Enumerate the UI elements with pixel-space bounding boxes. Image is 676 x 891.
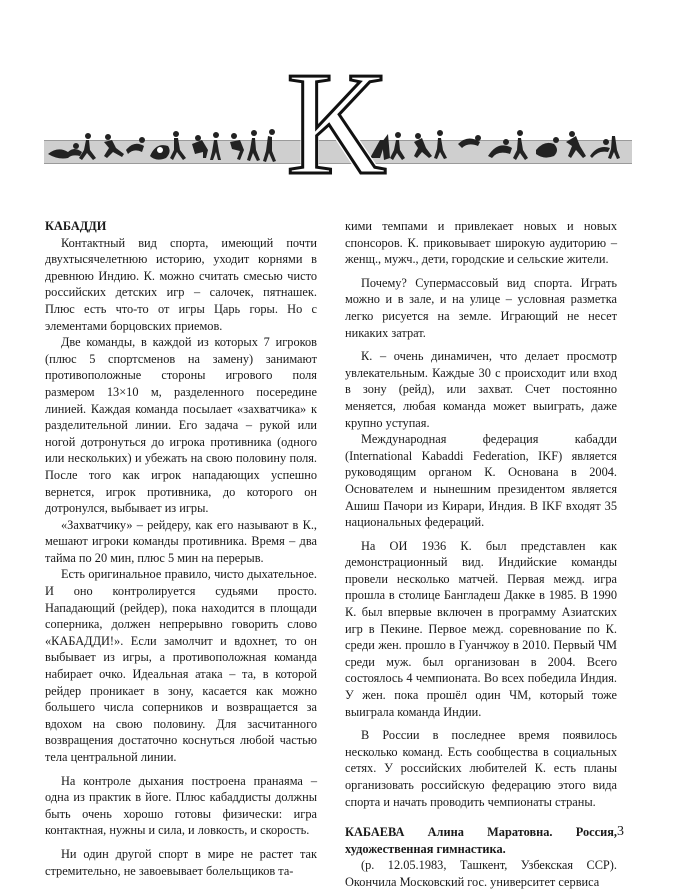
paragraph: На контроле дыхания построена пранаяма – одна из практик в йоге. Плюс кабаддисты должны быть очень хорошо готовы физически: игра контактная, нужны и сила, и ловкость, и скорость.: [45, 773, 317, 838]
page-number: 3: [617, 824, 624, 839]
paragraph: «Захватчику» – рейдеру, как его называют в К., мешают игроки команды противника. Время – два тайма по 20 мин, плюс 5 мин на перерыв.: [45, 517, 317, 565]
chapter-letter: К: [286, 42, 385, 206]
paragraph: (р. 12.05.1983, Ташкент, Узбекская ССР). Окончила Московский гос. университет сервиса: [345, 858, 617, 889]
paragraph: Две команды, в каждой из которых 7 игроков (плюс 5 спортсменов на замену) занимают противоположные стороны игрового поля размером 13×10 м, разделенного посередине линией. Каждая команда посылает «захватчика» к разделительной линии. Его задача – рукой или ногой дотронуться до игрока противника (одного или нескольких) и убежать на свою половину поля. После того как игрок нападающих успешно вернется, игрок противника, до которого он дотронулся, выбывает из игры.: [45, 335, 317, 516]
sport-silhouettes-left-icon: [46, 128, 282, 168]
paragraph: Контактный вид спорта, имеющий почти двухтысячелетнюю историю, уходит корнями в древнюю Индию. К. можно считать смесью чисто российских детских игр – салочек, пятнашек. Плюс есть что-то от игры Царь горы. Но с элементами борцовских приемов.: [45, 235, 317, 333]
paragraph: К. – очень динамичен, что делает просмотр увлекательным. Каждые 30 с происходит или вход в зону (рейд), или захват. Счет постоянно меняется, любая команда может выиграть, даже крупно уступая.: [345, 349, 617, 430]
sport-silhouettes-right-icon: [366, 128, 628, 168]
right-column: [345, 218, 617, 891]
paragraph: кими темпами и привлекает новых и новых спонсоров. К. приковывает широкую аудиторию – женщ., мужч., дети, городские и сельские жители.: [345, 219, 617, 267]
paragraph: Почему? Супермассовый вид спорта. Играть можно и в зале, и на улице – условная разметка легко рисуется на земле. Играющий не несет никаких затрат.: [345, 275, 617, 340]
entry-title-kabaddi: КАБАДДИ: [45, 219, 107, 233]
entry-title-kabaeva: КАБАЕВА Алина Маратовна. Россия, художественная гимнастика.: [345, 825, 617, 856]
chapter-header: [0, 0, 676, 206]
paragraph: Международная федерация кабадди (International Kabaddi Federation, IKF) является руководящим органом К. Основана в 2004. Основателем и нынешним президентом является Ашиш Пачори из Кирари, Индия. В IKF входят 35 национальных федераций.: [345, 432, 617, 530]
left-column: [45, 218, 317, 879]
paragraph: На ОИ 1936 К. был представлен как демонстрационный вид. Индийские команды провели несколько матчей. Первая межд. игра прошла в столице Бангладеш Дакке в 1985. В 1990 К. был впервые включен в программу Азиатских игр в Пекине. Первое межд. соревнование по К. среди жен. прошло в Гуанчжоу в 2010. Первый ЧМ среди муж. был организован в 2004. Всего состоялось 4 чемпионата. Во всех победила Индия. У жен. пока прошёл один ЧМ, который тоже выиграла команда Индии.: [345, 538, 617, 719]
paragraph: Есть оригинальное правило, чисто дыхательное. И оно контролируется судьями просто. Нападающий (рейдер), пока находится в площади соперника, должен непрерывно говорить слово «КАБАДДИ!». Если замолчит и вдохнет, то он выбывает из игры, а противоположная команда набирает очко. Идеальная атака – та, в которой рейдер проникает в зону, касается как можно большего числа соперников и возвращается за вдохом на свою половину. Для засчитанного возвращения достаточно коснуться любой частью тела центральной линии.: [45, 567, 317, 764]
paragraph: В России в последнее время появилось несколько команд. Есть сообщества в социальных сетях. У российских любителей К. есть планы организовать российскую федерацию этого вида спорта и начать проводить чемпионаты страны.: [345, 728, 617, 809]
paragraph: Ни один другой спорт в мире не растет так стремительно, не завоевывает болельщиков та-: [45, 846, 317, 878]
